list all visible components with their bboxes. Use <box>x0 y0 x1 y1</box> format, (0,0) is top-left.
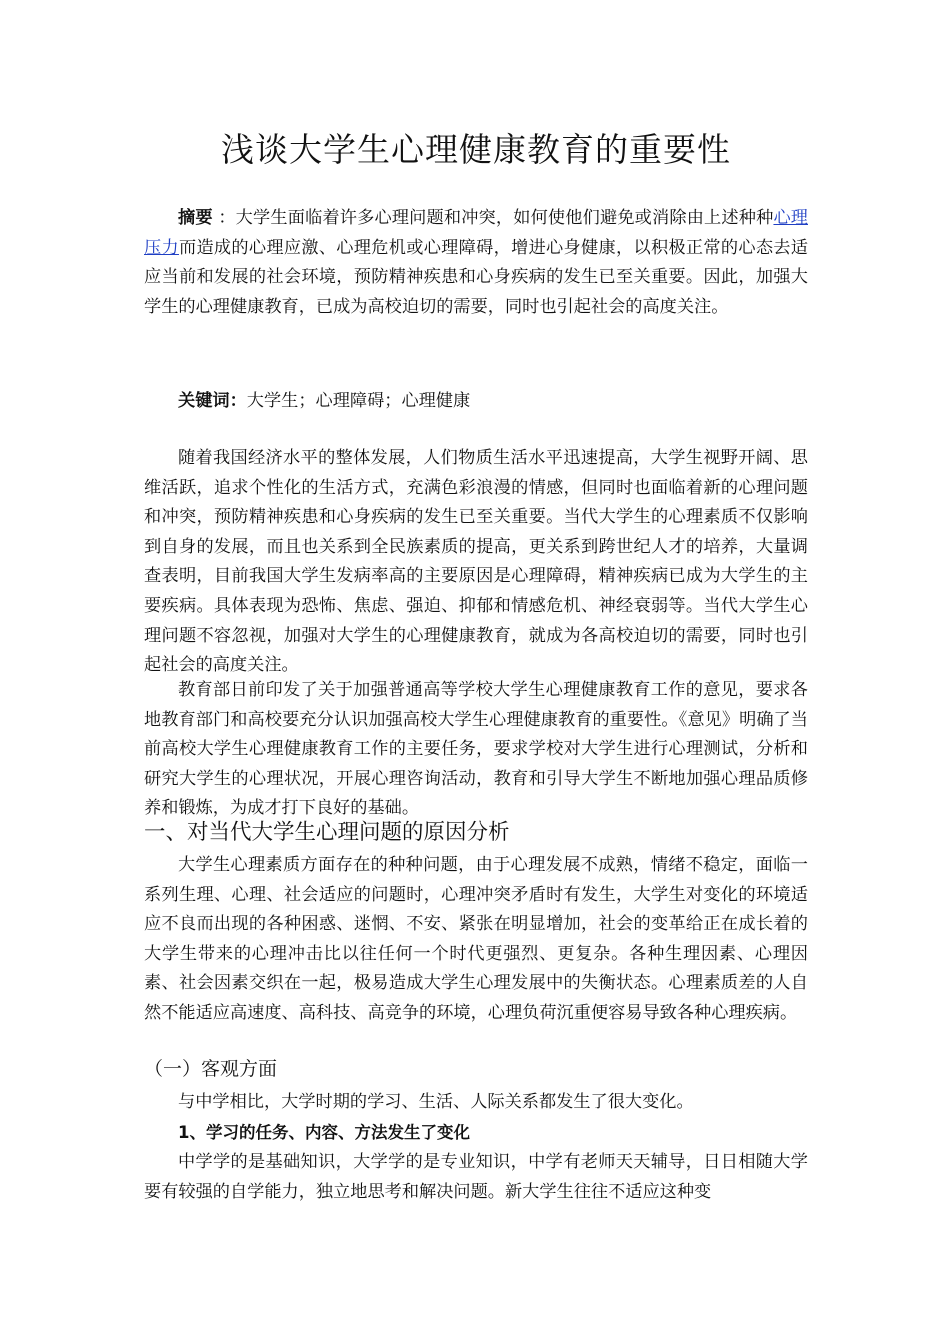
subsection-heading-objective: （一）客观方面 <box>144 1058 278 1080</box>
abstract-text-before-link: ：大学生面临着许多心理问题和冲突，如何使他们避免或消除由上述种种 <box>212 208 774 228</box>
document-title: 浅谈大学生心理健康教育的重要性 <box>221 130 731 169</box>
abstract-label: 摘要 <box>178 208 213 228</box>
keywords-label: 关键词： <box>178 391 247 411</box>
item-paragraph-1: 中学学的是基础知识，大学学的是专业知识，中学有老师天天辅导，日日相随大学要有较强的自学能力，独立地思考和解决问题。新大学生往往不适应这种变 <box>144 1152 808 1202</box>
item-heading-1: 1、学习的任务、内容、方法发生了变化 <box>178 1123 470 1142</box>
keywords-paragraph <box>144 387 808 417</box>
psychological-pressure-link[interactable]: 心理压力 <box>144 208 808 258</box>
intro-paragraph-2: 教育部日前印发了关于加强普通高等学校大学生心理健康教育工作的意见，要求各地教育部门和高校要充分认识加强高校大学生心理健康教育的重要性。《意见》明确了当前高校大学生心理健康教育工作的主要任务，要求学校对大学生进行心理测试，分析和研究大学生的心理状况，开展心理咨询活动，教育和引导大学生不断地加强心理品质修养和锻炼，为成才打下良好的基础。 <box>144 680 808 819</box>
intro-paragraph-1: 随着我国经济水平的整体发展，人们物质生活水平迅速提高，大学生视野开阔、思维活跃，追求个性化的生活方式，充满色彩浪漫的情感，但同时也面临着新的心理问题和冲突，预防精神疾患和心身疾病的发生已至关重要。当代大学生的心理素质不仅影响到自身的发展，而且也关系到全民族素质的提高，更关系到跨世纪人才的培养，大量调查表明，目前我国大学生发病率高的主要原因是心理障碍，精神疾病已成为大学生的主要疾病。具体表现为恐怖、焦虑、强迫、抑郁和情感危机、神经衰弱等。当代大学生心理问题不容忽视，加强对大学生的心理健康教育，就成为各高校迫切的需要，同时也引起社会的高度关注。 <box>144 448 808 676</box>
subsection-paragraph-objective: 与中学相比，大学时期的学习、生活、人际关系都发生了很大变化。 <box>178 1092 694 1112</box>
keywords-text: 大学生；心理障碍；心理健康 <box>246 391 471 411</box>
abstract-text-after-link: 而造成的心理应激、心理危机或心理障碍，增进心身健康，以积极正常的心态去适应当前和发展的社会环境，预防精神疾患和心身疾病的发生已至关重要。因此，加强大学生的心理健康教育，已成为高校迫切的需要，同时也引起社会的高度关注。 <box>144 237 808 317</box>
section-heading-1: 一、对当代大学生心理问题的原因分析 <box>144 820 510 845</box>
abstract-paragraph <box>144 204 808 322</box>
section-paragraph-1: 大学生心理素质方面存在的种种问题，由于心理发展不成熟，情绪不稳定，面临一系列生理、心理、社会适应的问题时，心理冲突矛盾时有发生，大学生对变化的环境适应不良而出现的各种困惑、迷惘、不安、紧张在明显增加，社会的变革给正在成长着的大学生带来的心理冲击比以往任何一个时代更强烈、更复杂。各种生理因素、心理因素、社会因素交织在一起，极易造成大学生心理发展中的失衡状态。心理素质差的人自然不能适应高速度、高科技、高竞争的环境，心理负荷沉重便容易导致各种心理疾病。 <box>144 855 808 1023</box>
